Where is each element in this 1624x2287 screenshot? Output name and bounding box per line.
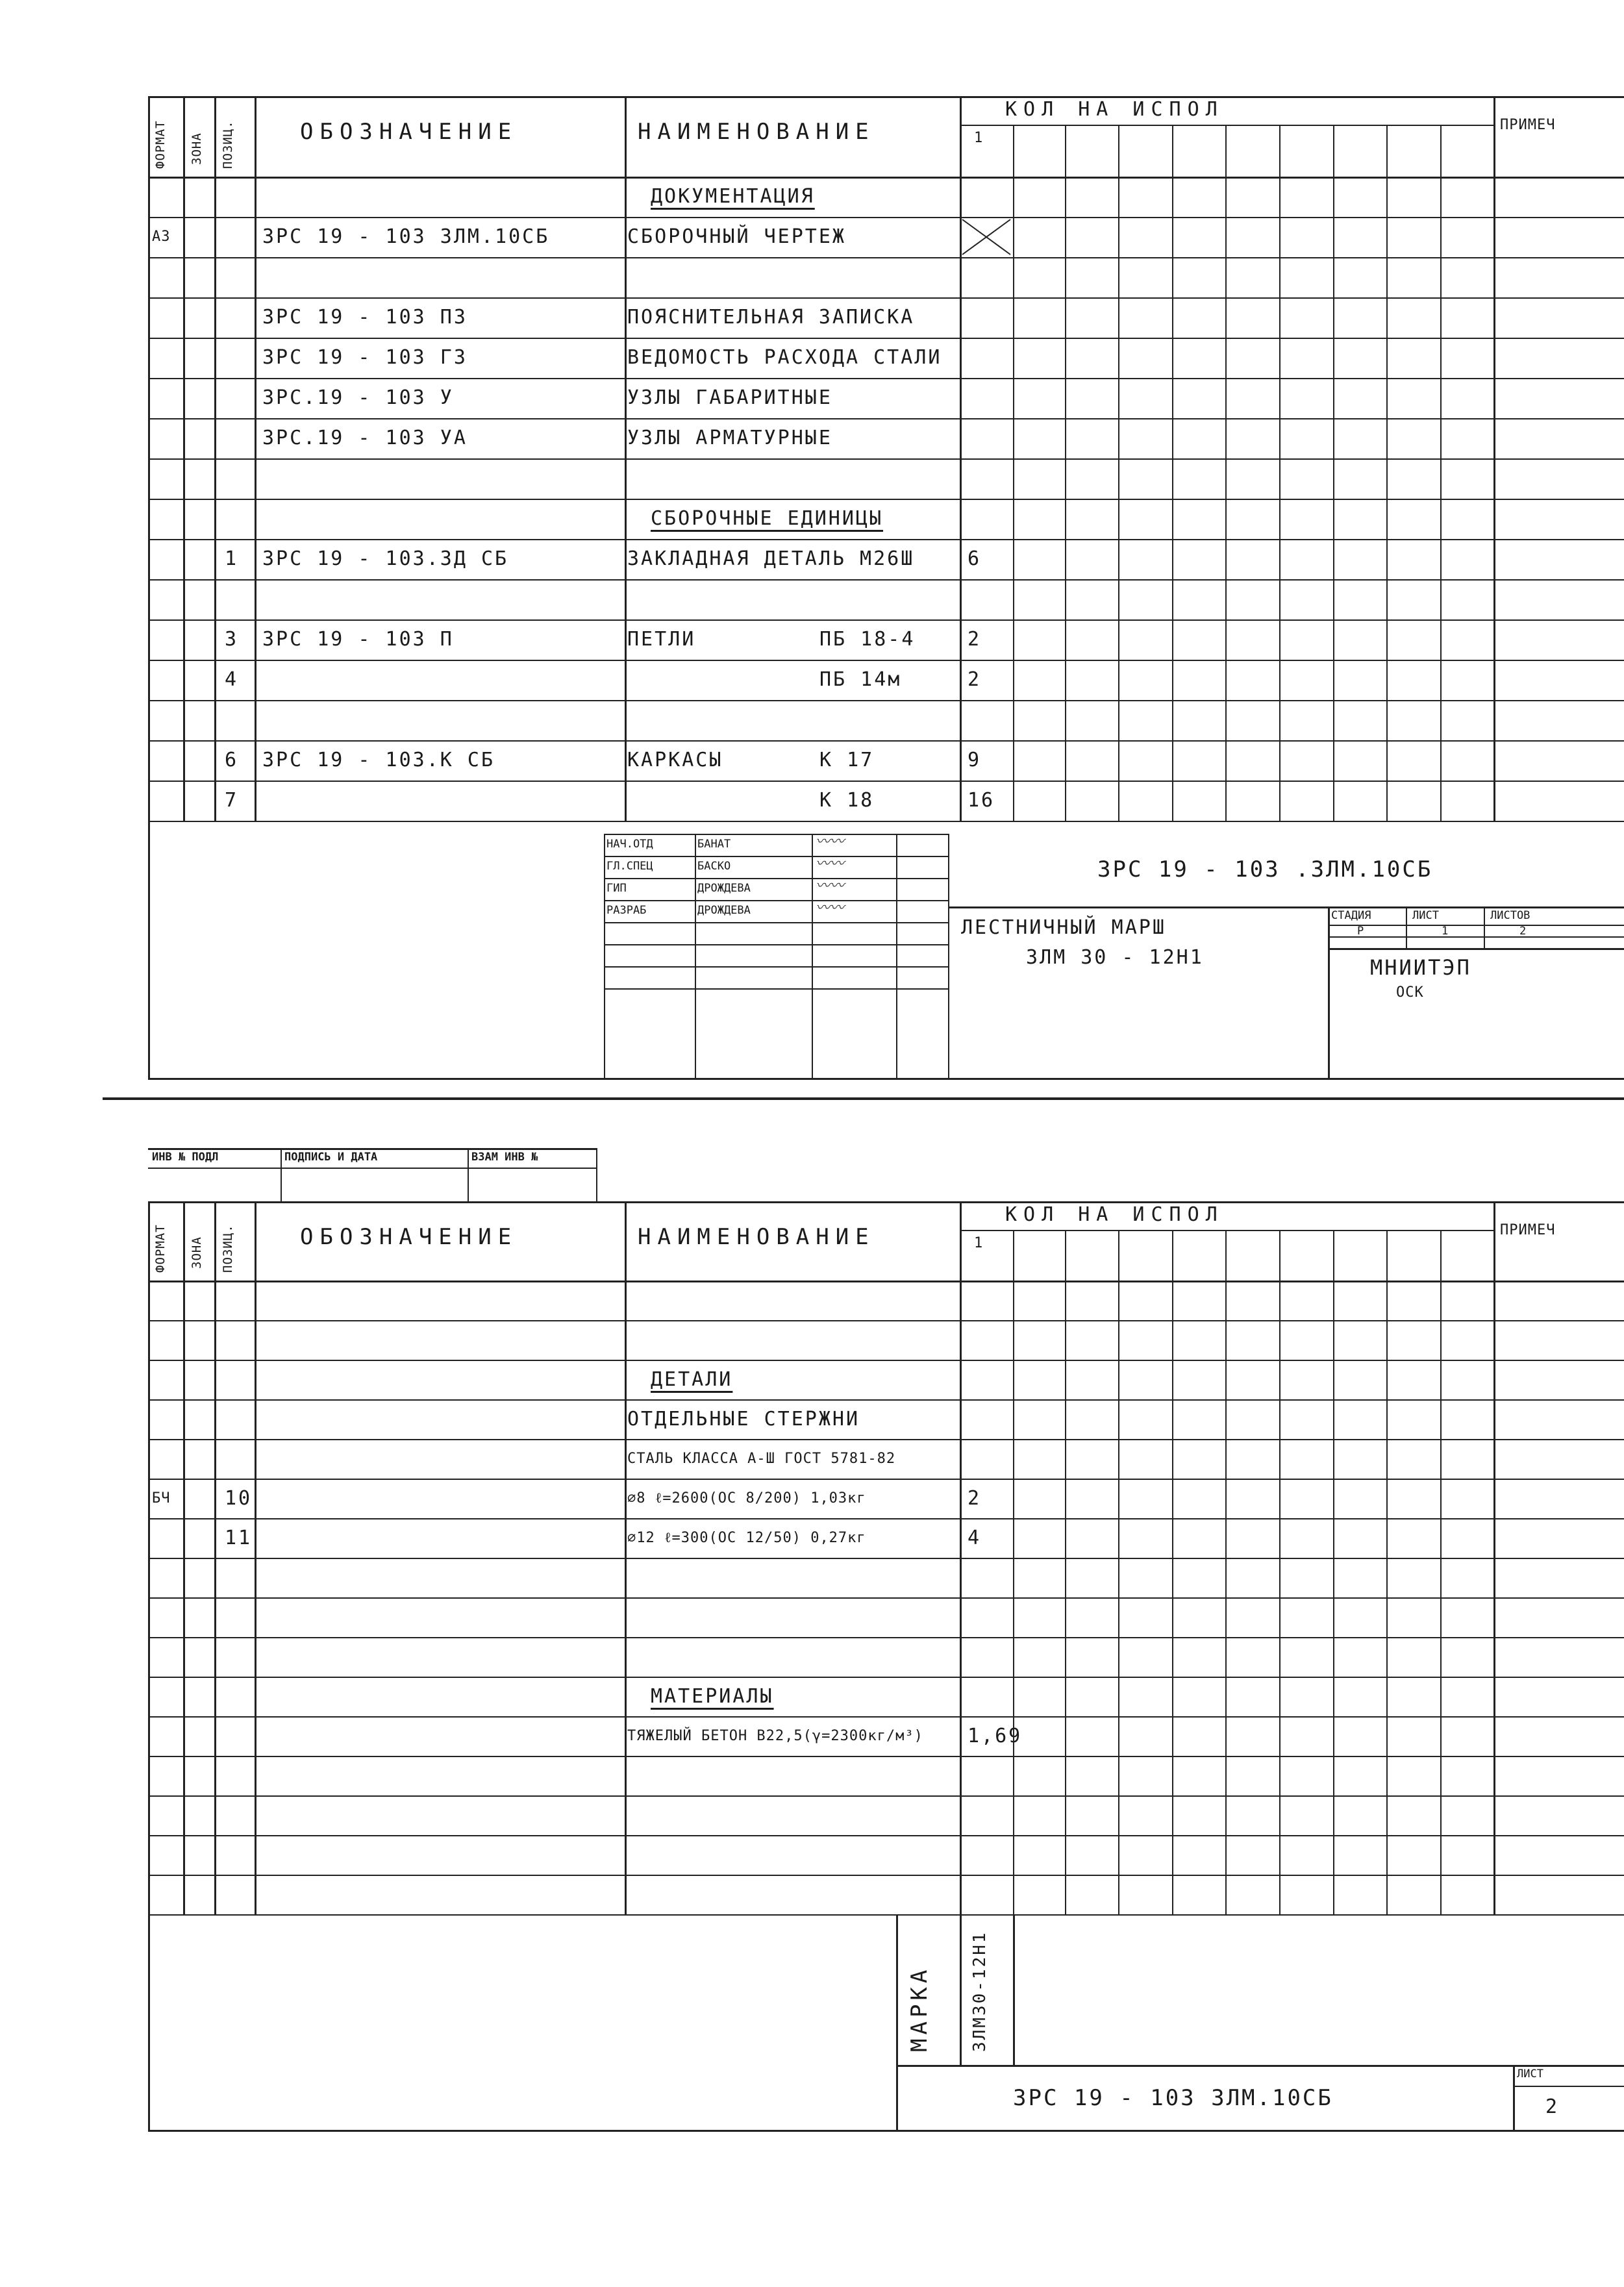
sheet2-qty-col-line (1013, 1230, 1014, 1914)
marka-label: МАРКА (906, 1966, 932, 2052)
side-header-replace: ВЗАМ ИНВ № (471, 1151, 538, 1164)
marka-value: ЗЛМ30-12Н1 (970, 1931, 990, 2052)
name-cell: ДОКУМЕНТАЦИЯ (651, 185, 815, 208)
sheet1-row-line (148, 821, 1624, 822)
sheet2-col-line (214, 1201, 216, 1914)
marka-right-divider (1013, 1914, 1015, 2065)
stamp-name: БАСКО (697, 860, 731, 873)
signature-mark: 〰〰 (816, 856, 845, 872)
sheet1-stamp-bottom (148, 1078, 1624, 1080)
sheet1-row-line (148, 378, 1624, 379)
document-code: ЗРС 19 - 103 .ЗЛМ.10СБ (1097, 856, 1433, 882)
sheet1-row-line (148, 740, 1624, 742)
stamp-name: ДРОЖДЕВА (697, 904, 751, 917)
stamp-stage-divider (1406, 906, 1407, 948)
total-sheets-value: 2 (1519, 925, 1527, 938)
sheet1-qty-col-line (1225, 125, 1227, 821)
stamp-role: ГИП (606, 882, 627, 895)
name-cell: МАТЕРИАЛЫ (651, 1685, 774, 1708)
stamp-col-line (604, 834, 605, 1078)
marka-divider (896, 1914, 898, 2130)
sheet2-qty-col-line (1440, 1230, 1442, 1914)
sheet1-qty-col-line (1386, 125, 1388, 821)
sheet2-row-line (148, 1320, 1624, 1321)
sheet2-qty-first: 1 (974, 1235, 984, 1251)
sheet1-note-header: ПРИМЕЧ (1500, 117, 1556, 133)
sheet2-qty-col-line (1333, 1230, 1334, 1914)
sheet1-row-line (148, 660, 1624, 661)
sheet2-row-line (148, 1756, 1624, 1757)
sheet1-qty-header: КОЛ НА ИСПОЛ (1005, 98, 1224, 121)
sheet2-row-line (148, 1439, 1624, 1440)
sheet1-format-header: ФОРМАТ (153, 120, 168, 169)
sheet2-row-line (148, 1360, 1624, 1361)
designation-cell: ЗРС 19 - 103.ЗД СБ (262, 547, 509, 570)
designation-cell: ЗРС 19 - 103 ЗЛМ.10СБ (262, 225, 550, 248)
sheet2-note-header: ПРИМЕЧ (1500, 1222, 1556, 1238)
side-header-sign: ПОДПИСЬ И ДАТА (284, 1151, 378, 1164)
signature-mark: 〰〰 (816, 834, 845, 850)
sheet1-row-line (148, 579, 1624, 581)
sheet2-qty-col-line (1065, 1230, 1066, 1914)
sheet1-qty-subline (960, 125, 1493, 126)
stamp-org-divider (1328, 906, 1330, 1078)
position-cell: 1 (225, 547, 239, 570)
sheet2-designation-header: ОБОЗНАЧЕНИЕ (300, 1224, 518, 1250)
name-cell: УЗЛЫ ГАБАРИТНЫЕ (627, 386, 832, 409)
designation-cell: ЗРС 19 - 103 П (262, 628, 454, 651)
position-cell: 3 (225, 628, 239, 651)
name-cell: КАРКАСЫ (627, 749, 723, 771)
sheet1-row-line (148, 338, 1624, 339)
sheet2-row-line (148, 1399, 1624, 1401)
name-cell: СБОРОЧНЫЕ ЕДИНИЦЫ (651, 507, 884, 530)
format-cell: А3 (152, 229, 171, 245)
sheet2-sheet-line (1513, 2086, 1624, 2087)
sheet2-left-border (148, 1914, 150, 2130)
cross-mark-icon (960, 217, 1013, 257)
sheet1-qty-col-line (1118, 125, 1119, 821)
sheet2-row-line (148, 1795, 1624, 1797)
qty-cell: 9 (968, 749, 982, 771)
sheet2-row-line (148, 1479, 1624, 1480)
stamp-role: ГЛ.СПЕЦ (606, 860, 653, 873)
sheet2-row-line (148, 1597, 1624, 1599)
sheet1-col-line (625, 96, 627, 821)
total-sheets-header: ЛИСТОВ (1490, 909, 1530, 922)
name-cell: СТАЛЬ КЛАССА А-Ш ГОСТ 5781-82 (627, 1451, 896, 1467)
sheet2-zone-header: ЗОНА (190, 1236, 204, 1269)
sheet1-qty-col-line (1279, 125, 1280, 821)
sheet1-row-line (148, 539, 1624, 540)
side-header-top (148, 1148, 596, 1150)
stamp-col-line (812, 834, 813, 1078)
stamp-role: РАЗРАБ (606, 904, 647, 917)
name-cell: ТЯЖЕЛЫЙ БЕТОН В22,5(γ=2300кг/м³) (627, 1728, 923, 1744)
signature-mark: 〰〰 (816, 878, 845, 894)
stamp-sheet-divider (1484, 906, 1485, 948)
sheet1-row-line (148, 619, 1624, 621)
designation-cell: ЗРС.19 - 103 У (262, 386, 454, 409)
position-cell: 6 (225, 749, 239, 771)
stamp-col-line (695, 834, 696, 1078)
sheet1-zone-header: ЗОНА (190, 132, 204, 165)
sheet2-row-line (148, 1518, 1624, 1519)
sheet1-qty-col-line (960, 96, 962, 821)
sheet2-format-header: ФОРМАТ (153, 1224, 168, 1273)
side-header-inv: ИНВ № ПОДЛ (152, 1151, 219, 1164)
name-cell: ЗАКЛАДНАЯ ДЕТАЛЬ М26Ш (627, 547, 915, 570)
designation-cell: ЗРС 19 - 103.К СБ (262, 749, 495, 771)
sheet1-row-line (148, 418, 1624, 419)
sheet2-row-line (148, 1875, 1624, 1876)
side-header-divider (281, 1148, 282, 1201)
sheet2-sheet-divider (1513, 2065, 1515, 2130)
sheet1-qty-col-line (1065, 125, 1066, 821)
organization-name: МНИИТЭП (1370, 955, 1471, 980)
sheet1-header-bottom (148, 177, 1624, 179)
position-cell: 10 (225, 1487, 253, 1510)
organization-dept: ОСК (1396, 984, 1424, 1001)
sheet2-qty-col-line (1386, 1230, 1388, 1914)
designation-cell: ЗРС 19 - 103 ПЗ (262, 306, 468, 329)
side-header-mid (148, 1168, 596, 1169)
stage-value: Р (1357, 925, 1364, 938)
sheet2-qty-col-line (1493, 1201, 1495, 1914)
sheet2-row-line (148, 1835, 1624, 1836)
sheet1-left-border (148, 821, 150, 1078)
stamp-col-line (896, 834, 897, 1078)
sheet1-qty-col-line (1333, 125, 1334, 821)
sheet2-bottom (148, 2130, 1624, 2132)
name-mark-cell: К 18 (819, 789, 875, 812)
sheet1-row-line (148, 297, 1624, 299)
sheet1-qty-col-line (1440, 125, 1442, 821)
sheet1-row-line (148, 781, 1624, 782)
sheet1-col-line (148, 96, 150, 821)
side-header-divider (468, 1148, 469, 1201)
sheet1-row-line (148, 700, 1624, 701)
sheet2-col-line (148, 1201, 150, 1914)
sheet2-document-code: ЗРС 19 - 103 ЗЛМ.10СБ (1013, 2085, 1333, 2111)
name-cell: ПЕТЛИ (627, 628, 696, 651)
sheet2-pos-header: ПОЗИЦ. (221, 1224, 235, 1273)
sheet2-qty-col-line (1279, 1230, 1280, 1914)
sheet1-qty-first: 1 (974, 130, 984, 146)
sheet1-col-line (214, 96, 216, 821)
sheet2-sheet-header: ЛИСТ (1517, 2068, 1543, 2081)
sheet1-pos-header: ПОЗИЦ. (221, 120, 235, 169)
name-cell: ⌀12 ℓ=300(ОС 12/50) 0,27кг (627, 1530, 866, 1546)
qty-cell: 2 (968, 1487, 982, 1510)
format-cell: БЧ (152, 1490, 171, 1506)
sheet-title: ЛЕСТНИЧНЫЙ МАРШ (961, 916, 1166, 939)
name-cell: УЗЛЫ АРМАТУРНЫЕ (627, 427, 832, 449)
name-mark-cell: К 17 (819, 749, 875, 771)
sheet2-row-line (148, 1677, 1624, 1678)
qty-cell: 6 (968, 547, 982, 570)
sheet1-name-header: НАИМЕНОВАНИЕ (638, 119, 875, 145)
side-header-divider (596, 1148, 597, 1201)
stamp-org-line (1328, 948, 1624, 950)
qty-cell: 4 (968, 1527, 982, 1549)
sheet1-row-line (148, 458, 1624, 460)
stamp-name: ДРОЖДЕВА (697, 882, 751, 895)
sheet1-col-line (183, 96, 185, 821)
name-cell: ПОЯСНИТЕЛЬНАЯ ЗАПИСКА (627, 306, 915, 329)
sheet2-header-bottom (148, 1281, 1624, 1282)
designation-cell: ЗРС.19 - 103 УА (262, 427, 468, 449)
sheet2-col-line (625, 1201, 627, 1914)
stamp-title-line (948, 906, 1624, 908)
sheet-mark: ЗЛМ 30 - 12Н1 (1026, 946, 1204, 969)
marka-value-divider (960, 1914, 962, 2065)
sheet2-row-line (148, 1716, 1624, 1718)
sheet1-row-line (148, 499, 1624, 500)
qty-cell: 2 (968, 668, 982, 691)
name-cell: СБОРОЧНЫЙ ЧЕРТЕЖ (627, 225, 846, 248)
sheet2-qty-subline (960, 1230, 1493, 1231)
stage-header: СТАДИЯ (1331, 909, 1371, 922)
name-mark-cell: ПБ 14м (819, 668, 902, 691)
stamp-stage-line (1328, 925, 1624, 926)
sheet-number-header: ЛИСТ (1412, 909, 1439, 922)
sheet1-header-top (148, 96, 1624, 98)
sheet2-qty-col-line (1172, 1230, 1173, 1914)
sheet2-qty-col-line (1225, 1230, 1227, 1914)
stamp-name: БАНАТ (697, 838, 731, 851)
sheet1-designation-header: ОБОЗНАЧЕНИЕ (300, 119, 518, 145)
sheet-separator (103, 1097, 1624, 1100)
sheet1-qty-col-line (1172, 125, 1173, 821)
sheet2-row-line (148, 1914, 1624, 1916)
name-cell: ВЕДОМОСТЬ РАСХОДА СТАЛИ (627, 346, 942, 369)
qty-cell: 2 (968, 628, 982, 651)
sheet1-qty-col-line (1493, 96, 1495, 821)
name-mark-cell: ПБ 18-4 (819, 628, 916, 651)
name-cell: ДЕТАЛИ (651, 1368, 733, 1391)
sheet2-header-top (148, 1201, 1624, 1203)
stamp-col-line (948, 834, 949, 1078)
stamp-role: НАЧ.ОТД (606, 838, 653, 851)
sheet2-row-line (148, 1558, 1624, 1559)
sheet2-name-header: НАИМЕНОВАНИЕ (638, 1224, 875, 1250)
sheet1-col-line (255, 96, 256, 821)
position-cell: 11 (225, 1527, 253, 1549)
sheet2-sheet-number: 2 (1545, 2095, 1560, 2118)
position-cell: 7 (225, 789, 239, 812)
sheet2-col-line (183, 1201, 185, 1914)
sheet1-qty-col-line (1013, 125, 1014, 821)
qty-cell: 16 (968, 789, 995, 812)
designation-cell: ЗРС 19 - 103 ГЗ (262, 346, 468, 369)
sheet1-row-line (148, 217, 1624, 218)
name-cell: ⌀8 ℓ=2600(ОС 8/200) 1,03кг (627, 1490, 866, 1506)
stamp-stage-line-2 (1328, 936, 1624, 938)
sheet-number-value: 1 (1442, 925, 1449, 938)
sheet2-row-line (148, 1637, 1624, 1638)
sheet1-row-line (148, 257, 1624, 258)
name-cell: ОТДЕЛЬНЫЕ СТЕРЖНИ (627, 1408, 860, 1431)
sheet2-col-line (255, 1201, 256, 1914)
sheet2-qty-col-line (1118, 1230, 1119, 1914)
sheet2-qty-header: КОЛ НА ИСПОЛ (1005, 1203, 1224, 1226)
signature-mark: 〰〰 (816, 900, 845, 916)
qty-cell: 1,69 (968, 1725, 1023, 1747)
sheet2-qty-col-line (960, 1201, 962, 1914)
position-cell: 4 (225, 668, 239, 691)
